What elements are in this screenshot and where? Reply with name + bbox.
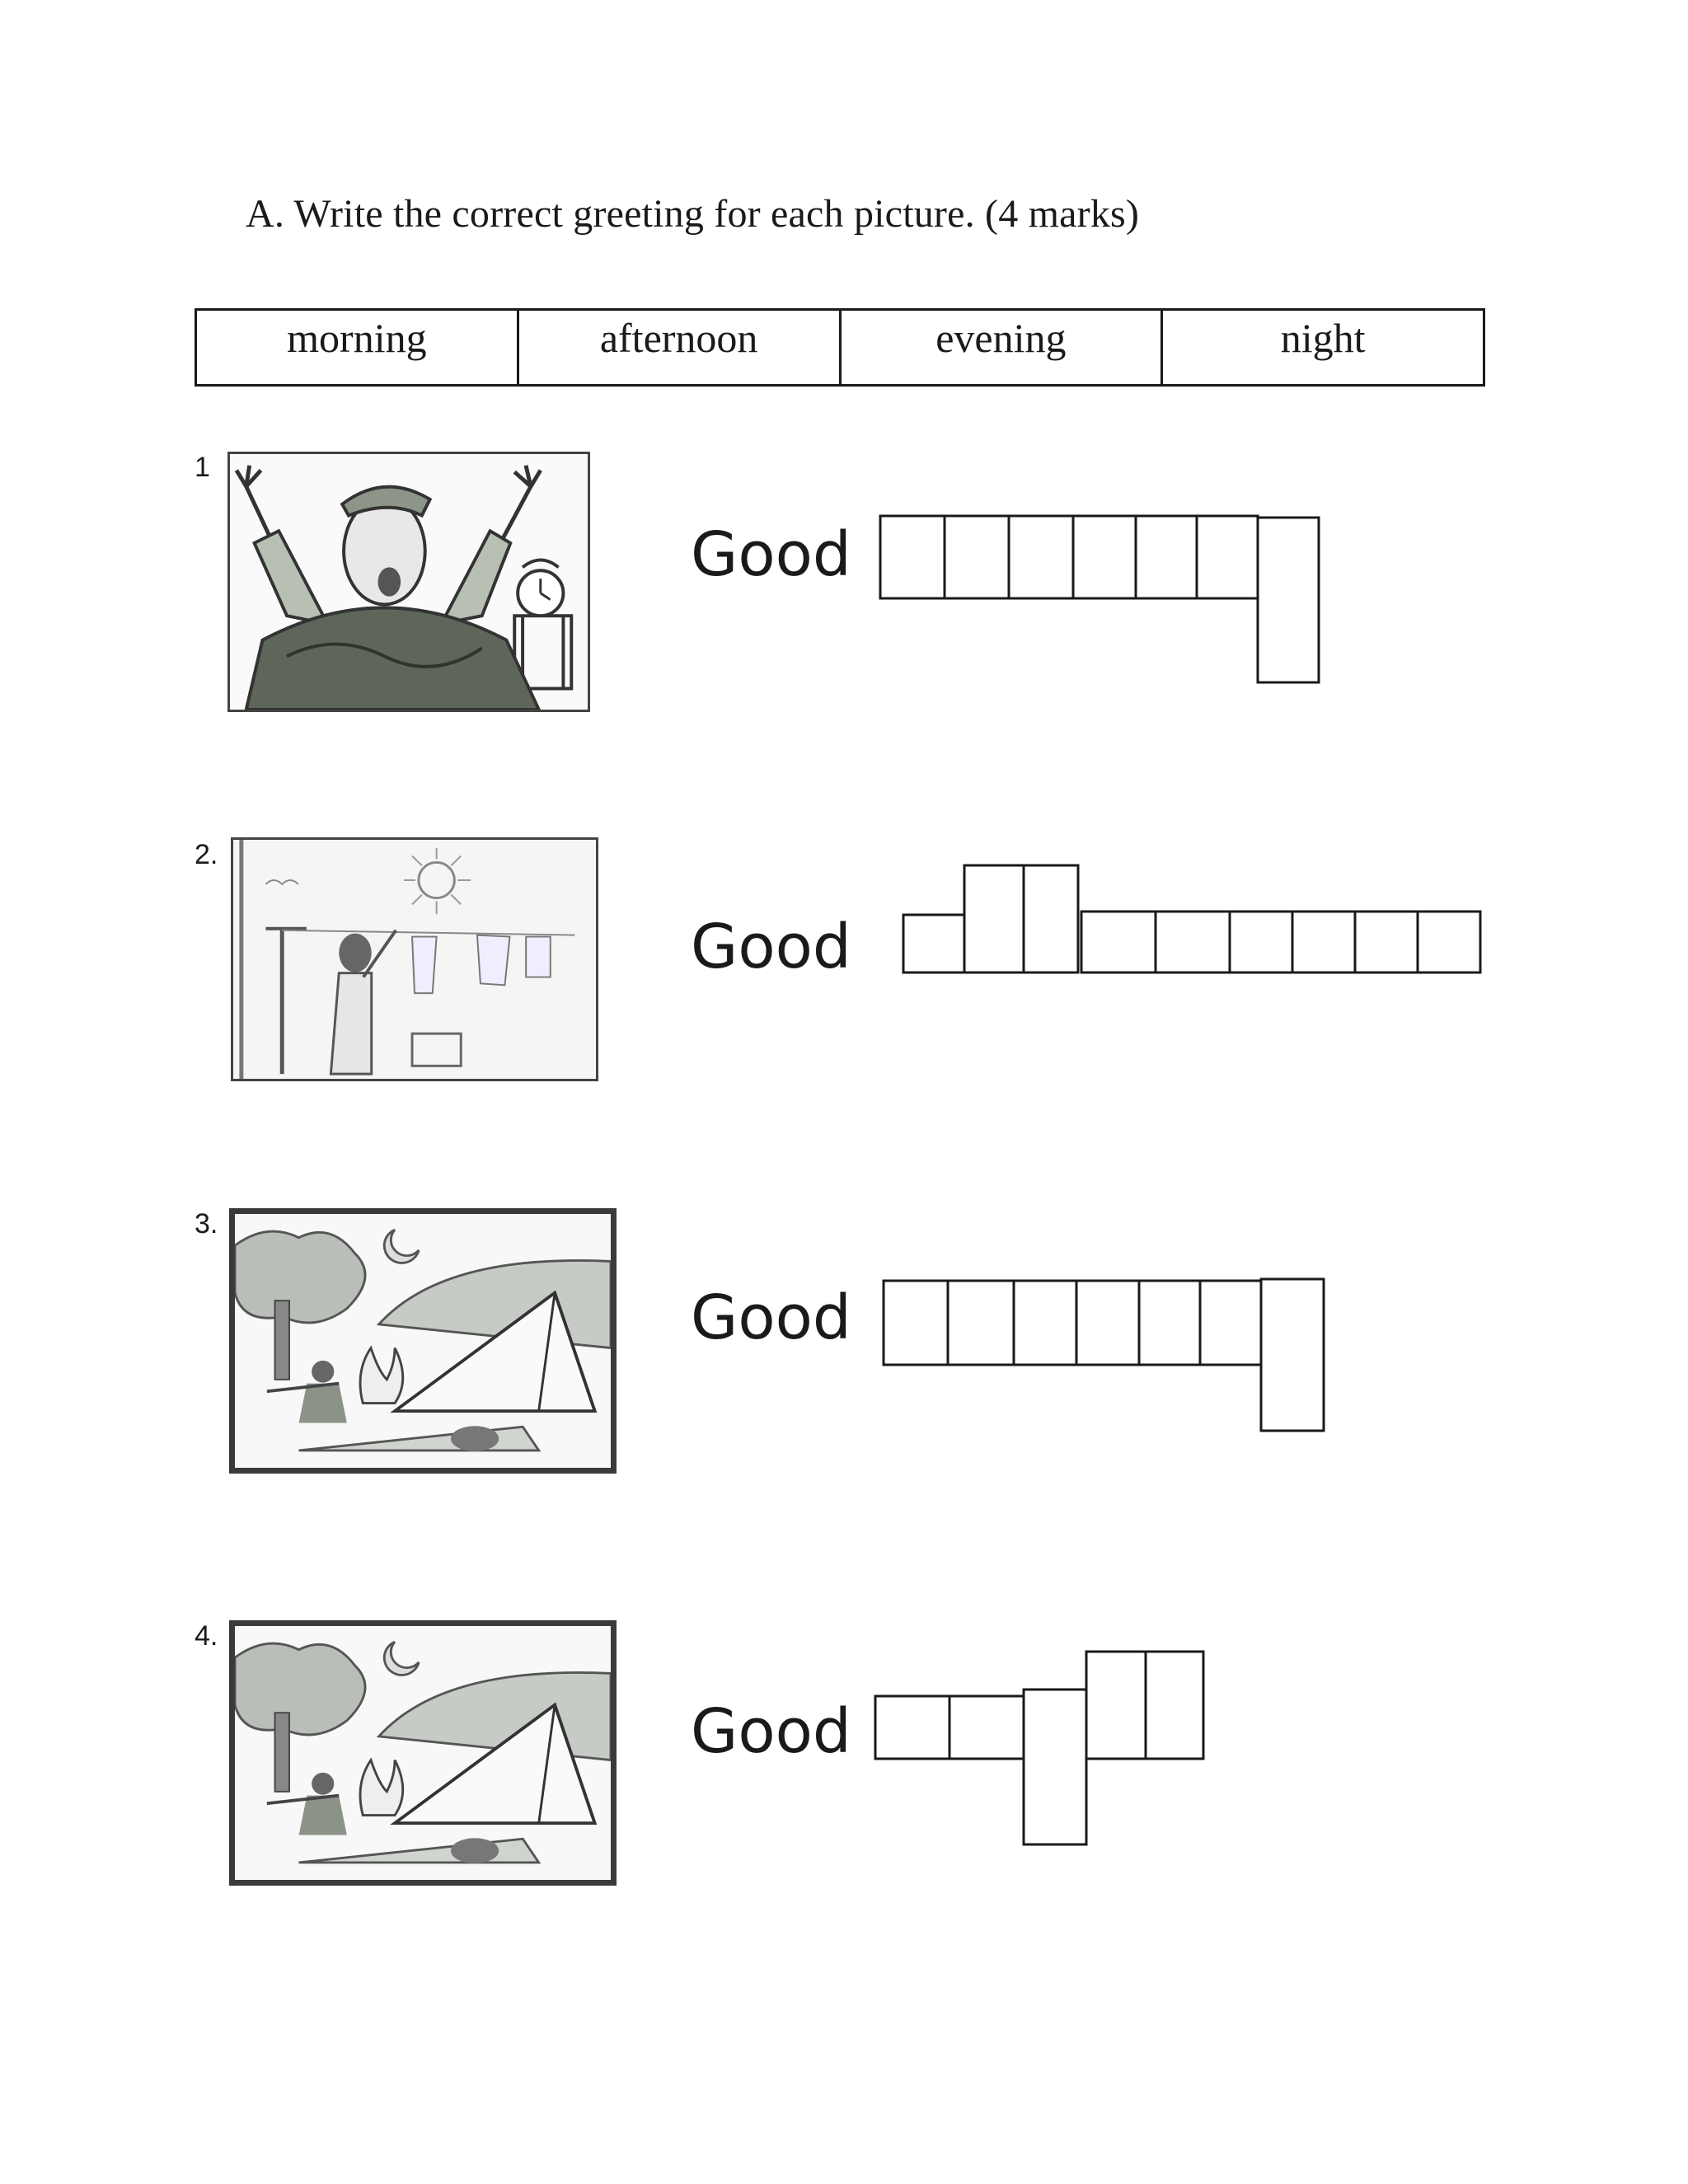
letter-box[interactable]: [1076, 1281, 1139, 1365]
letter-box[interactable]: [1009, 516, 1073, 598]
letter-box[interactable]: [1024, 1690, 1086, 1844]
greeting-prefix: Good: [691, 1696, 851, 1767]
letter-box[interactable]: [1258, 518, 1319, 682]
question-number: 1: [195, 452, 210, 483]
letter-box[interactable]: [1156, 912, 1230, 972]
letter-box[interactable]: [964, 865, 1024, 972]
letter-box[interactable]: [1230, 912, 1292, 972]
question-number: 2.: [195, 839, 218, 870]
letter-box[interactable]: [1146, 1652, 1203, 1759]
question-number: 3.: [195, 1208, 218, 1240]
letter-box[interactable]: [1139, 1281, 1200, 1365]
letter-box[interactable]: [1292, 912, 1355, 972]
letter-box[interactable]: [1418, 912, 1480, 972]
answer-word-2: [903, 865, 1480, 972]
word-bank-cell: morning: [196, 310, 518, 386]
letter-box[interactable]: [1081, 912, 1156, 972]
letter-box[interactable]: [903, 915, 964, 972]
answer-word-1: [880, 516, 1319, 682]
letter-box[interactable]: [1355, 912, 1418, 972]
letter-box[interactable]: [1073, 516, 1136, 598]
letter-box[interactable]: [1197, 516, 1258, 598]
letter-box[interactable]: [1086, 1652, 1146, 1759]
letter-box[interactable]: [880, 516, 945, 598]
word-bank-cell: night: [1162, 310, 1484, 386]
answer-word-4: [875, 1652, 1203, 1844]
word-bank-cell: evening: [840, 310, 1162, 386]
word-bank-cell: afternoon: [518, 310, 840, 386]
letter-box[interactable]: [948, 1281, 1014, 1365]
letter-box[interactable]: [1136, 516, 1197, 598]
greeting-prefix: Good: [691, 912, 851, 982]
letter-box[interactable]: [1200, 1281, 1261, 1365]
letter-box[interactable]: [1024, 865, 1078, 972]
instruction-text: A. Write the correct greeting for each picture. (4 marks): [246, 192, 1140, 236]
letter-box[interactable]: [950, 1696, 1024, 1759]
answer-word-3: [884, 1279, 1324, 1431]
question-number: 4.: [195, 1620, 218, 1652]
letter-box[interactable]: [945, 516, 1009, 598]
greeting-prefix: Good: [691, 1282, 851, 1353]
letter-box[interactable]: [875, 1696, 950, 1759]
letter-box[interactable]: [1014, 1281, 1076, 1365]
greeting-prefix: Good: [691, 519, 851, 590]
letter-box[interactable]: [1261, 1279, 1324, 1431]
letter-box[interactable]: [884, 1281, 948, 1365]
